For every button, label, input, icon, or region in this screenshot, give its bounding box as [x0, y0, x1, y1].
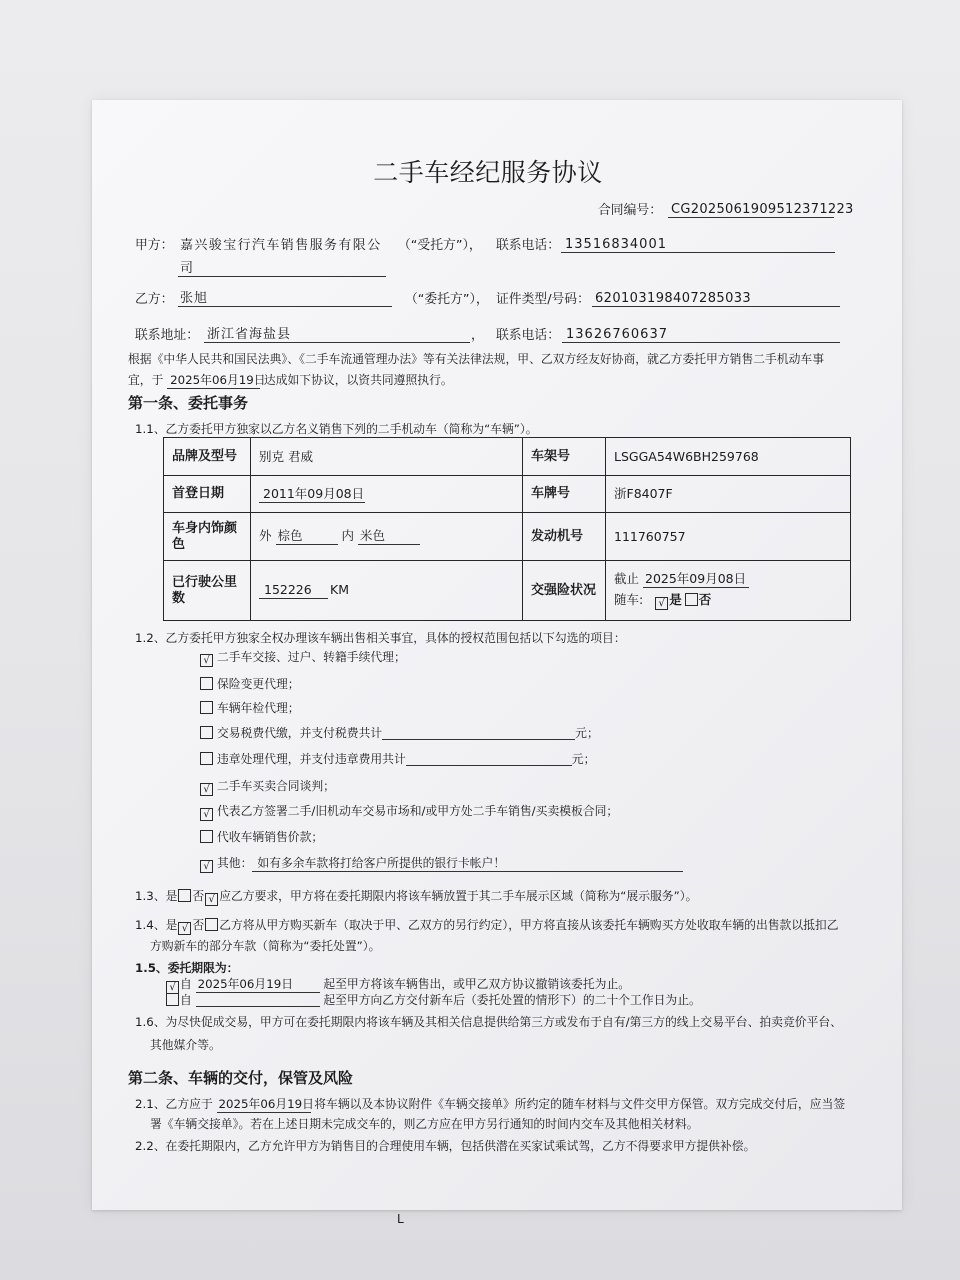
- list-item: [199, 856, 683, 873]
- authorization-text: 其他：: [217, 856, 253, 870]
- preamble-line2: [128, 373, 453, 389]
- brand-model-label: 品牌及型号: [164, 438, 251, 476]
- checkbox: [200, 701, 213, 714]
- clause-2-1-before: 2.1、乙方应于: [135, 1097, 213, 1111]
- party-a-phone: 13516834001: [561, 238, 835, 253]
- clause-1-4-prefix: 1.4、: [135, 918, 166, 932]
- exterior-label: 外: [259, 528, 272, 543]
- party-b-phone: 13626760637: [562, 328, 840, 343]
- party-b-address-label: 联系地址：: [135, 328, 199, 343]
- checkbox: [200, 752, 213, 765]
- contract-number: CG2025061909512371223: [668, 203, 834, 218]
- term-option-from: 自: [180, 993, 192, 1007]
- party-b-role: （“委托方”），: [405, 292, 489, 307]
- clause-1-4-yes-checkbox: √: [178, 922, 191, 935]
- term-start-blank: [196, 994, 320, 1007]
- clause-1-3-yes: 是: [165, 889, 178, 903]
- first-registration-label: 首登日期: [164, 476, 251, 513]
- vehicle-table: [163, 437, 851, 621]
- authorization-text: 车辆年检代理；: [217, 701, 300, 715]
- clause-1-3: [135, 889, 697, 906]
- clause-1-4: [135, 918, 839, 935]
- insurance-until-line: [614, 571, 842, 588]
- plate-value: 浙F8407F: [606, 476, 851, 513]
- clause-1-4-line1: 乙方将从甲方购买新车（取决于甲、乙双方的另行约定），甲方将直接从该委托车辆购买方处收取车辆的出售款以抵扣乙: [219, 918, 839, 932]
- insurance-label: 交强险状况: [523, 561, 606, 621]
- engine-label: 发动机号: [523, 513, 606, 561]
- authorization-text: 违章处理代理，并支付违章费用共计: [217, 752, 406, 766]
- mileage-cell: [251, 561, 523, 621]
- authorization-text: 代表乙方签署二手/旧机动车交易市场和/或甲方处二手车销售/买卖模板合同；: [217, 804, 619, 818]
- term-option-checkbox: [166, 993, 179, 1006]
- interior-label: 内: [341, 528, 354, 543]
- clause-2-1-line2: 署《车辆交接单》。若在上述日期未完成交车的，则乙方应在甲方另行通知的时间内交车及其他相关材料。: [150, 1117, 699, 1131]
- color-cell: [251, 513, 523, 561]
- with-car-no-label: 否: [698, 592, 712, 607]
- table-row: [164, 438, 851, 476]
- table-row: [164, 476, 851, 513]
- clause-2-1-after: 将车辆以及本协议附件《车辆交接单》所约定的随车材料与文件交甲方保管。双方完成交付后，应当签: [314, 1097, 846, 1111]
- authorization-text: 保险变更代理；: [217, 677, 300, 691]
- preamble-line2-before: 宜，于: [128, 373, 164, 387]
- color-label: 车身内饰颜色: [164, 513, 251, 561]
- checkbox: [200, 677, 213, 690]
- mileage-value: 152226: [259, 583, 328, 599]
- list-item: [199, 752, 595, 766]
- checkbox: [200, 726, 213, 739]
- checkbox: √: [200, 654, 213, 667]
- first-registration-value: 2011年09月08日: [259, 487, 365, 503]
- clause-1-6-line2: 其他媒介等。: [150, 1038, 221, 1052]
- party-a-phone-label: 联系电话：: [496, 238, 560, 253]
- insurance-until-label: 截止: [614, 571, 640, 586]
- term-option-checkbox: √: [166, 981, 179, 994]
- clause-2-1-line1: [135, 1097, 845, 1113]
- party-b-phone-label: 联系电话：: [496, 328, 560, 343]
- clause-1-4-line2: 方购新车的部分车款（简称为“委托处置”）。: [150, 939, 381, 953]
- checkbox: √: [200, 860, 213, 873]
- contract-number-label: 合同编号：: [598, 203, 662, 218]
- brand-model-value: 别克 君威: [251, 438, 523, 476]
- party-a-name-line1: 嘉兴骏宝行汽车销售服务有限公: [180, 238, 382, 253]
- clause-1-3-text: 应乙方要求，甲方将在委托期限内将该车辆放置于其二手车展示区域（简称为“展示服务”）。: [219, 889, 698, 903]
- party-a-role: （“受托方”），: [398, 238, 482, 253]
- with-car-yes-checkbox: √: [655, 597, 668, 610]
- tax-amount-blank: [382, 727, 575, 740]
- authorization-text: 交易税费代缴，并支付税费共计: [217, 726, 383, 740]
- table-row: [164, 513, 851, 561]
- term-option-from: 自: [180, 977, 192, 991]
- list-item: [199, 677, 300, 691]
- term-start-date: 2025年06月19日: [196, 977, 320, 993]
- clause-1-6-line1: 1.6、为尽快促成交易，甲方可在委托期限内将该车辆及其相关信息提供给第三方或发布于自有/第三方的线上交易平台、拍卖竞价平台、: [135, 1015, 842, 1029]
- party-a-name-line2: 司: [178, 262, 386, 277]
- delivery-date: 2025年06月19日: [218, 1097, 314, 1111]
- other-detail: 如有多余车款将打给客户所提供的银行卡帐户！: [252, 856, 683, 872]
- list-item: [199, 804, 618, 821]
- clause-1-3-prefix: 1.3、: [135, 889, 166, 903]
- article1-heading: 第一条、委托事务: [128, 394, 249, 412]
- clause-1-3-yes-checkbox: [178, 889, 191, 902]
- list-item: [199, 726, 599, 740]
- plate-label: 车牌号: [523, 476, 606, 513]
- clause-1-4-yes: 是: [165, 918, 178, 932]
- vin-label: 车架号: [523, 438, 606, 476]
- checkbox: √: [200, 783, 213, 796]
- checkbox: √: [200, 808, 213, 821]
- table-row: [164, 561, 851, 621]
- clause-1-3-no: 否: [192, 889, 205, 903]
- interior-color: 米色: [358, 529, 420, 545]
- with-car-no-checkbox: [685, 593, 698, 606]
- clause-2-2: 2.2、在委托期限内，乙方允许甲方为销售目的合理使用车辆，包括供潜在买家试乘试驾，乙方不得要求甲方提供补偿。: [135, 1139, 756, 1153]
- list-item: [199, 701, 300, 715]
- authorization-suffix: 元；: [575, 726, 599, 740]
- authorization-text: 代收车辆销售价款；: [217, 830, 324, 844]
- term-option-text: 起至甲方将该车辆售出，或甲乙双方协议撤销该委托为止。: [323, 977, 631, 991]
- party-b-address-separator: ，: [471, 328, 484, 343]
- article2-heading: 第二条、车辆的交付，保管及风险: [128, 1069, 354, 1087]
- term-option: [165, 993, 701, 1007]
- party-b-id-label: 证件类型/号码：: [496, 292, 590, 307]
- preamble-line1: 根据《中华人民共和国民法典》、《二手车流通管理办法》等有关法律法规，甲、乙双方经友好协商，就乙方委托甲方销售二手机动车事: [128, 352, 825, 366]
- with-car-line: [614, 592, 842, 610]
- first-registration-cell: [251, 476, 523, 513]
- clause-1-4-no-checkbox: [205, 918, 218, 931]
- with-car-yes-label: 是: [669, 592, 682, 607]
- party-b-id-number: 620103198407285033: [592, 292, 840, 307]
- mileage-label: 已行驶公里数: [164, 561, 251, 621]
- page-mark: L: [397, 1212, 404, 1226]
- clause-1-4-no: 否: [192, 918, 205, 932]
- list-item: [199, 650, 406, 667]
- insurance-cell: [606, 561, 851, 621]
- authorization-suffix: 元；: [571, 752, 596, 766]
- checkbox: [200, 830, 213, 843]
- agreement-date: 2025年06月19日: [167, 373, 260, 389]
- authorization-text: 二手车买卖合同谈判；: [217, 779, 335, 793]
- with-car-label: 随车:: [614, 592, 644, 607]
- clause-1-1: 1.1、乙方委托甲方独家以乙方名义销售下列的二手机动车（简称为“车辆”）。: [135, 422, 538, 436]
- vin-value: LSGGA54W6BH259768: [606, 438, 851, 476]
- term-option-text: 起至甲方向乙方交付新车后（委托处置的情形下）的二十个工作日为止。: [323, 993, 701, 1007]
- party-b-label: 乙方：: [135, 292, 174, 307]
- authorization-text: 二手车交接、过户、转籍手续代理；: [217, 650, 406, 664]
- list-item: [199, 779, 335, 796]
- clause-1-5-label: 1.5、委托期限为：: [135, 961, 239, 975]
- term-option: [165, 977, 630, 994]
- clause-1-3-no-checkbox: √: [205, 893, 218, 906]
- insurance-until-date: 2025年09月08日: [643, 572, 749, 588]
- mileage-unit: KM: [330, 582, 349, 597]
- document-title: 二手车经纪服务协议: [373, 158, 603, 187]
- preamble-line2-after: 达成如下协议，以资共同遵照执行。: [263, 373, 453, 387]
- engine-value: 111760757: [606, 513, 851, 561]
- party-a-label: 甲方：: [135, 238, 174, 253]
- violation-amount-blank: [406, 753, 572, 766]
- list-item: [199, 830, 323, 844]
- exterior-color: 棕色: [276, 529, 338, 545]
- party-b-address: 浙江省海盐县: [204, 328, 470, 343]
- party-b-name: 张旭: [178, 292, 392, 307]
- clause-1-2: 1.2、乙方委托甲方独家全权办理该车辆出售相关事宜，具体的授权范围包括以下勾选的项目：: [135, 631, 626, 645]
